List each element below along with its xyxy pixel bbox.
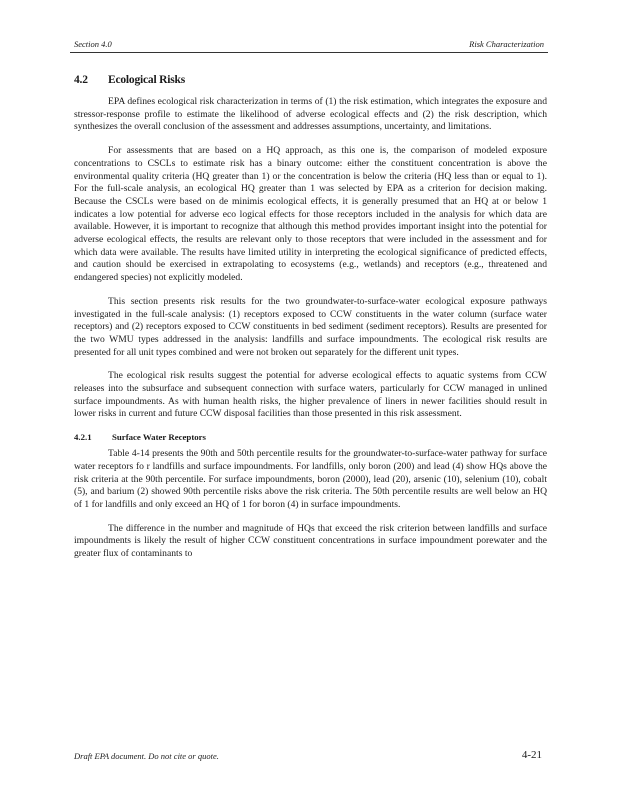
subsection-number: 4.2.1 bbox=[74, 432, 92, 443]
header-section-label: Section 4.0 bbox=[74, 39, 112, 49]
paragraph-3: This section presents risk results for the two groundwater-to-surface-water ecological exposure pathways investigated in the full-scale analysis: (1) receptors exposed to CCW constituents in the water column (surface water receptors) and (2) receptors exposed to CCW constituents in bed sediment (sediment receptors). Results are presented for the two WMU types addressed in the analysis: landfills and surface impoundments. The ecological risk results are presented for all unit types combined and were not broken out separately for the different unit types. bbox=[74, 295, 547, 358]
draft-notice: Draft EPA document. Do not cite or quote. bbox=[74, 751, 219, 761]
document-body bbox=[74, 74, 547, 572]
subsection-paragraph-2: The difference in the number and magnitude of HQs that exceed the risk criterion between landfills and surface impoundments is likely the result of higher CCW constituent concentrations in surface impoundment porewater and the greater flux of contaminants to bbox=[74, 522, 547, 560]
header-chapter-title: Risk Characterization bbox=[469, 39, 544, 49]
running-header bbox=[70, 38, 548, 53]
page-number: 4-21 bbox=[521, 749, 542, 761]
paragraph-4: The ecological risk results suggest the potential for adverse ecological effects to aquatic systems from CCW releases into the subsurface and subsequent connection with surface waters, particularly for CCW managed in unlined surface impoundments. As with human health risks, the higher prevalence of liners in newer facilities should result in lower risks in current and future CCW disposal facilities than those presented in this risk assessment. bbox=[74, 370, 547, 420]
page-footer bbox=[74, 749, 542, 763]
paragraph-1: EPA defines ecological risk characterization in terms of (1) the risk estimation, which integrates the exposure and stressor-response profile to estimate the likelihood of adverse ecological effects and (2) the risk description, which synthesizes the overall conclusion of the assessment and addresses assumptions, uncertainty, and limitations. bbox=[74, 96, 547, 133]
section-number: 4.2 bbox=[74, 74, 88, 86]
section-heading bbox=[74, 74, 547, 86]
section-title: Ecological Risks bbox=[108, 74, 185, 86]
subsection-heading bbox=[74, 432, 547, 442]
paragraph-2: For assessments that are based on a HQ approach, as this one is, the comparison of modeled exposure concentrations to CSCLs to estimate risk has a binary outcome: either the constituent concentration is above the environmental quality criteria (HQ greater than 1) or the concentration is below the criteria (HQ less than or equal to 1). For the full-scale analysis, an ecological HQ greater than 1 was selected by EPA as a criterion for decision making. Because the CSCLs were based on de minimis ecological effects, it is generally presumed that an HQ at or below 1 indicates a low potential for adverse eco logical effects for those receptors included in the analysis for which data are available. However, it is important to recognize that although this method provides important insight into the potential for adverse ecological effects, the results are relevant only to those receptors that were included in the assessment and for which data were available. The results have limited utility in interpreting the ecological significance of predicted effects, and caution should be exercised in extrapolating to ecosystems (e.g., wetlands) and receptors (e.g., threatened and endangered species) not explicitly modeled. bbox=[74, 145, 547, 284]
subsection-title: Surface Water Receptors bbox=[112, 432, 206, 443]
subsection-paragraph-1: Table 4-14 presents the 90th and 50th percentile results for the groundwater-to-surface-water pathway for surface water receptors fo r landfills and surface impoundments. For landfills, only boron (200) and lead (4) show HQs above the risk criteria at the 90th percentile. For surface impoundments, boron (2000), lead (20), arsenic (10), selenium (10), cobalt (5), and barium (2) showed 90th percentile risks above the risk criteria. The 50th percentile results are well below an HQ of 1 for landfills and only exceed an HQ of 1 for boron (4) in surface impoundments. bbox=[74, 448, 547, 510]
